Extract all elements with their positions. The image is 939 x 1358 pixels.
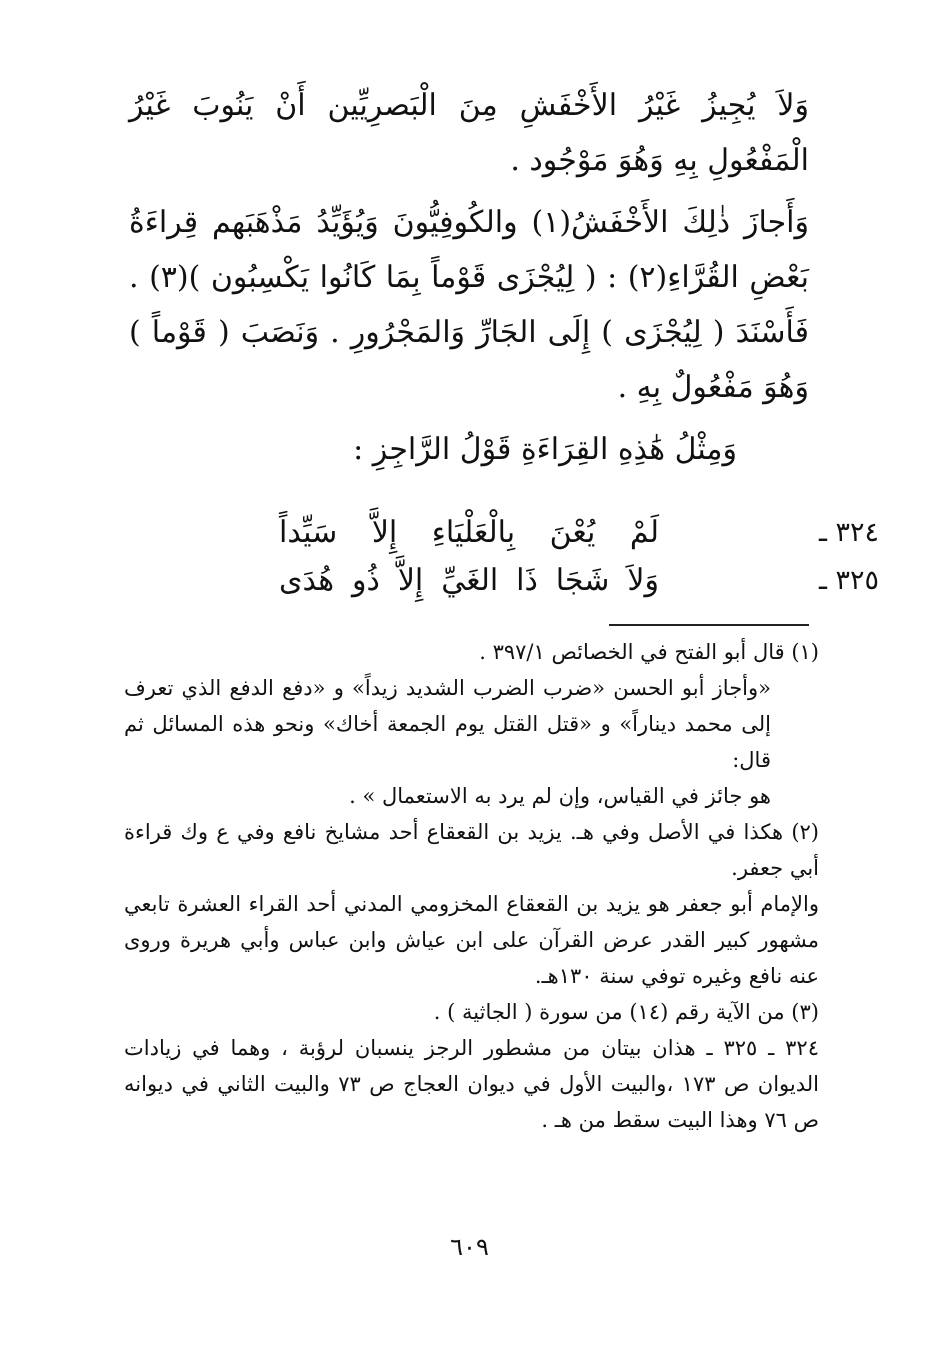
paragraph-3: وَمِثْلُ هَٰذِهِ القِرَاءَةِ قَوْلُ الرَّاجِزِ : [353, 432, 737, 467]
footnote-line: «وأجاز أبو الحسن «ضرب الضرب الشديد زيداً» و «دفع الدفع الذي تعرف إلى محمد ديناراً» و «قتل القتل يوم الجمعة أخاك» ونحو هذه المسائل ثم قال: [124, 676, 771, 772]
footnote-3 [124, 994, 819, 1138]
paragraph-1: وَلاَ يُجِيزُ غَيْرُ الأَخْفَشِ مِنَ الْبَصرِيِّين أَنْ يَنُوبَ غَيْرُ الْمَفْعُولِ بِهِ وَهُوَ مَوْجُود . [129, 88, 809, 178]
footnote-2 [124, 814, 819, 994]
verse-324 [279, 508, 879, 558]
footnote-divider [609, 624, 809, 626]
main-text [129, 78, 809, 477]
verse-number: ٣٢٤ ـ [818, 517, 879, 548]
footnote-line: (١) قال أبو الفتح في الخصائص ٣٩٧/١ . [479, 640, 819, 664]
verse-text: لَمْ يُعْنَ بِالْعَلْيَاءِ إِلاَّ سَيِّداً [279, 515, 659, 550]
footnote-line: هو جائز في القياس، وإن لم يرد به الاستعمال » . [349, 784, 771, 808]
footnote-line: والإمام أبو جعفر هو يزيد بن القعقاع المخزومي المدني أحد القراء العشرة تابعي مشهور كبير القدر عرض القرآن على ابن عياش وابن عباس وأبي هريرة وروى عنه نافع وغيره توفي سنة ١٣٠هـ. [124, 892, 819, 988]
verse-text: وَلاَ شَجَا ذَا الغَيِّ إِلاَّ ذُو هُدَى [279, 563, 659, 598]
footnote-line: (٣) من الآية رقم (١٤) من سورة ( الجاثية ) . [433, 1000, 819, 1024]
paragraph-2: وَأَجازَ ذٰلِكَ الأَخْفَشُ(١) والكُوفِيُّونَ وَيُؤَيِّدُ مَذْهَبَهم قِراءَةُ بَعْضِ القُرَّاءِ(٢) : ( لِيُجْزَى قَوْماً بِمَا كَانُوا يَكْسِبُون )(٣) . فَأَسْنَدَ ( لِيُجْزَى ) إِلَى الجَارِّ وَالمَجْرُورِ . وَنَصَبَ ( قَوْماً ) وَهُوَ مَفْعُولٌ بِهِ . [129, 205, 810, 405]
footnote-1 [124, 634, 819, 814]
footnote-line: ٣٢٤ ـ ٣٢٥ ـ هذان بيتان من مشطور الرجز ينسبان لرؤبة ، وهما في زيادات الديوان ص ١٧٣ ،والبيت الأول في ديوان العجاج ص ٧٣ والبيت الثاني في ديوانه ص ٧٦ وهذا البيت سقط من هـ . [124, 1036, 819, 1132]
verse-number: ٣٢٥ ـ [818, 565, 879, 596]
page-number: ٦٠٩ [450, 1233, 489, 1261]
footnote-line: (٢) هكذا في الأصل وفي هـ. يزيد بن القعقاع أحد مشايخ نافع وفي ع وك قراءة أبي جعفر. [124, 820, 819, 880]
verse-325 [279, 556, 879, 606]
footnotes [124, 634, 819, 1138]
